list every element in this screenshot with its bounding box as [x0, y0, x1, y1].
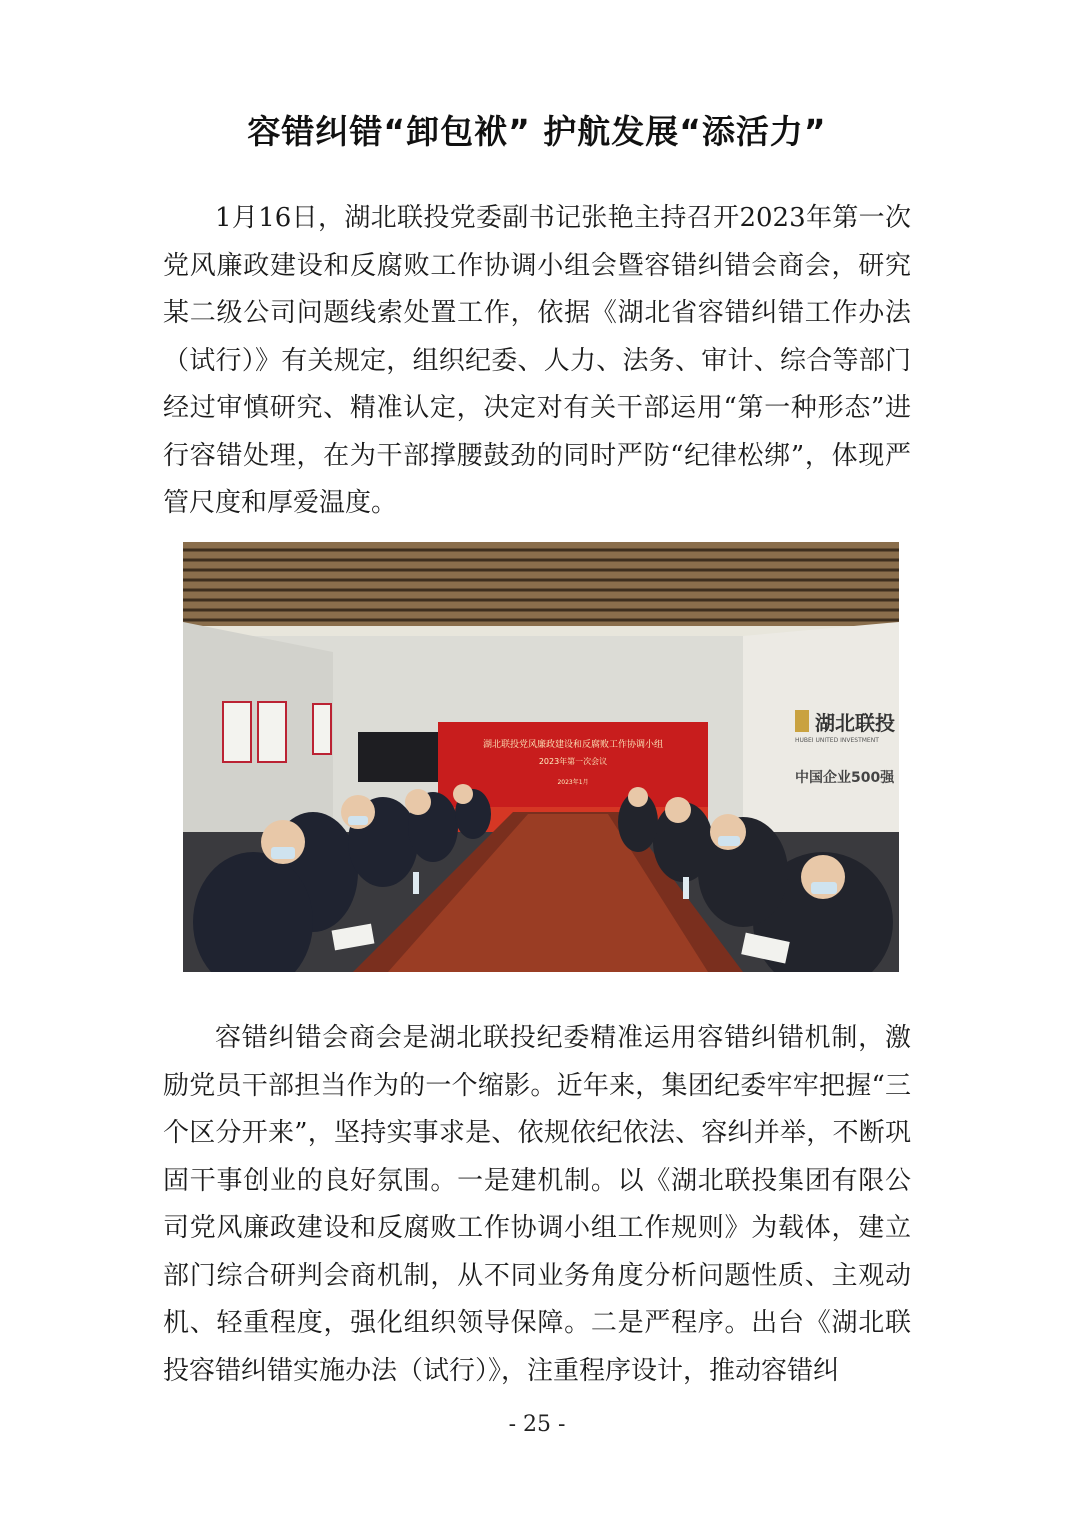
wall-slogan: 中国企业500强: [795, 770, 895, 786]
wall-logo-subtext: HUBEI UNITED INVESTMENT: [795, 737, 879, 744]
paragraph-2: 容错纠错会商会是湖北联投纪委精准运用容错纠错机制，激励党员干部担当作为的一个缩影。近年来，集团纪委牢牢把握“三个区分开来”，坚持实事求是、依规依纪依法、容纠并举，不断巩固干事创业的良好氛围。一是建机制。以《湖北联投集团有限公司党风廉政建设和反腐败工作协调小组工作规则》为载体，建立部门综合研判会商机制，从不同业务角度分析问题性质、主观动机、轻重程度，强化组织领导保障。二是严程序。出台《湖北联投容错纠错实施办法（试行）》，注重程序设计，推动容错纠: [163, 1023, 911, 1386]
screen-title-line3: 2023年1月: [557, 779, 589, 786]
meeting-photo: [183, 542, 899, 972]
article-title: 容错纠错“卸包袱” 护航发展“添活力”: [247, 112, 827, 151]
page-number: - 25 -: [508, 1412, 566, 1437]
screen-title-line1: 湖北联投党风廉政建设和反腐败工作协调小组: [482, 740, 664, 750]
wall-logo-text: 湖北联投: [815, 711, 895, 735]
paragraph-1: 1月16日，湖北联投党委副书记张艳主持召开2023年第一次党风廉政建设和反腐败工作协调小组会暨容错纠错会商会，研究某二级公司问题线索处置工作，依据《湖北省容错纠错工作办法（试行）》有关规定，组织纪委、人力、法务、审计、综合等部门经过审慎研究、精准认定，决定对有关干部运用“第一种形态”进行容错处理，在为干部撑腰鼓劲的同时严防“纪律松绑”，体现严管尺度和厚爱温度。: [163, 203, 911, 518]
screen-title-line2: 2023年第一次会议: [538, 757, 608, 766]
